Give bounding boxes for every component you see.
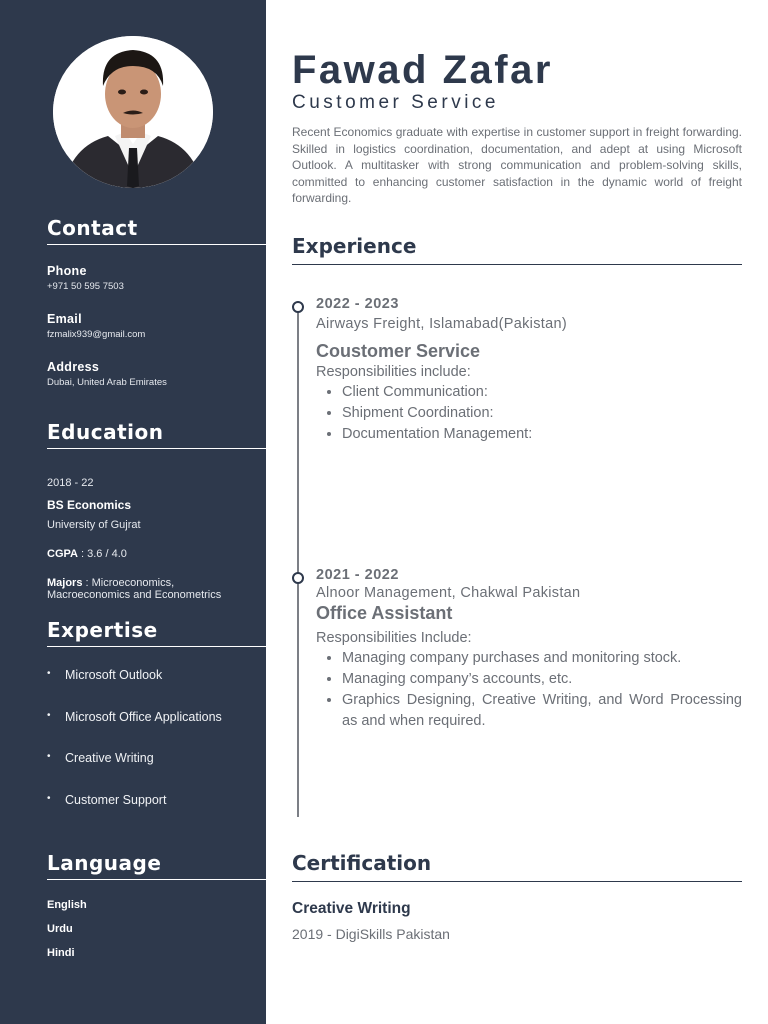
cgpa-value: : 3.6 / 4.0 bbox=[77, 548, 127, 560]
majors-line1: : Microeconomics, bbox=[82, 577, 175, 589]
education-years: 2018 - 22 bbox=[47, 477, 94, 489]
bullet-icon: • bbox=[47, 710, 51, 721]
certification-heading: Certification bbox=[292, 851, 742, 882]
list-item: • Graphics Designing, Creative Writing, and Word Processing as and when required. bbox=[342, 690, 742, 732]
education-section bbox=[47, 420, 266, 601]
first-name: Fawad bbox=[292, 48, 429, 92]
language-item: Urdu bbox=[47, 923, 73, 935]
job-responsibilities-intro: Responsibilities Include: bbox=[316, 630, 472, 646]
job-role: Customer Service bbox=[292, 92, 499, 113]
majors-line2: Macroeconomics and Econometrics bbox=[47, 589, 222, 601]
education-school: University of Gujrat bbox=[47, 519, 141, 531]
job-years: 2021 - 2022 bbox=[316, 567, 399, 583]
education-degree: BS Economics bbox=[47, 498, 132, 512]
last-name: Zafar bbox=[442, 48, 553, 92]
job-title: Office Assistant bbox=[316, 603, 453, 623]
language-item: Hindi bbox=[47, 947, 75, 959]
bullet-icon: • bbox=[47, 793, 51, 804]
experience-entry bbox=[316, 296, 742, 445]
cgpa-label: CGPA bbox=[47, 548, 78, 560]
language-heading: Language bbox=[47, 851, 266, 880]
address-label: Address bbox=[47, 360, 100, 374]
language-section bbox=[47, 851, 266, 959]
sidebar bbox=[0, 0, 266, 1024]
job-responsibilities-list bbox=[316, 648, 742, 732]
contact-heading: Contact bbox=[47, 216, 266, 245]
certification-detail: 2019 - DigiSkills Pakistan bbox=[292, 926, 450, 942]
list-item: • Client Communication: bbox=[342, 382, 742, 403]
education-cgpa bbox=[47, 548, 127, 560]
list-item: • Documentation Management: bbox=[342, 424, 742, 445]
full-name bbox=[292, 48, 553, 93]
list-item: • Managing company’s accounts, etc. bbox=[342, 669, 742, 690]
job-title: Coustomer Service bbox=[316, 341, 481, 361]
job-responsibilities-intro: Responsibilities include: bbox=[316, 364, 471, 380]
phone-label: Phone bbox=[47, 264, 87, 278]
timeline-line bbox=[297, 305, 299, 817]
contact-section bbox=[47, 216, 266, 388]
certification-title: Creative Writing bbox=[292, 900, 411, 917]
list-item: • Shipment Coordination: bbox=[342, 403, 742, 424]
email-label: Email bbox=[47, 312, 82, 326]
profile-photo bbox=[53, 36, 213, 188]
list-item: • Managing company purchases and monitoring stock. bbox=[342, 648, 742, 669]
job-company: Airways Freight, Islamabad(Pakistan) bbox=[316, 316, 567, 332]
majors-label: Majors bbox=[47, 577, 83, 589]
expertise-section: Expertise • Microsoft Outlook • Microsoft Office Applications • Creative Writing • Customer Support bbox=[47, 618, 266, 647]
timeline-dot-icon bbox=[292, 572, 304, 584]
address-value: Dubai, United Arab Emirates bbox=[47, 377, 167, 388]
expertise-heading: Expertise bbox=[47, 618, 266, 647]
profile-summary: Recent Economics graduate with expertise in customer support in freight forwarding. Skilled in logistics coordination, documentation, and adept at using Microsoft Outlook. A multitasker with strong communication and problem-solving skills, committed to enhancing customer satisfaction in the dynamic world of freight forwarding. bbox=[292, 125, 742, 205]
experience-entry bbox=[316, 567, 742, 732]
job-responsibilities-list bbox=[316, 382, 742, 445]
job-company: Alnoor Management, Chakwal Pakistan bbox=[316, 585, 581, 601]
job-years: 2022 - 2023 bbox=[316, 296, 399, 312]
language-item: English bbox=[47, 899, 87, 911]
bullet-icon: • bbox=[47, 751, 51, 762]
experience-heading: Experience bbox=[292, 234, 742, 265]
education-heading: Education bbox=[47, 420, 266, 449]
timeline-dot-icon bbox=[292, 301, 304, 313]
education-majors bbox=[47, 577, 221, 601]
bullet-icon: • bbox=[47, 668, 51, 679]
phone-value[interactable]: +971 50 595 7503 bbox=[47, 281, 124, 292]
email-value[interactable]: fzmalix939@gmail.com bbox=[47, 329, 146, 340]
